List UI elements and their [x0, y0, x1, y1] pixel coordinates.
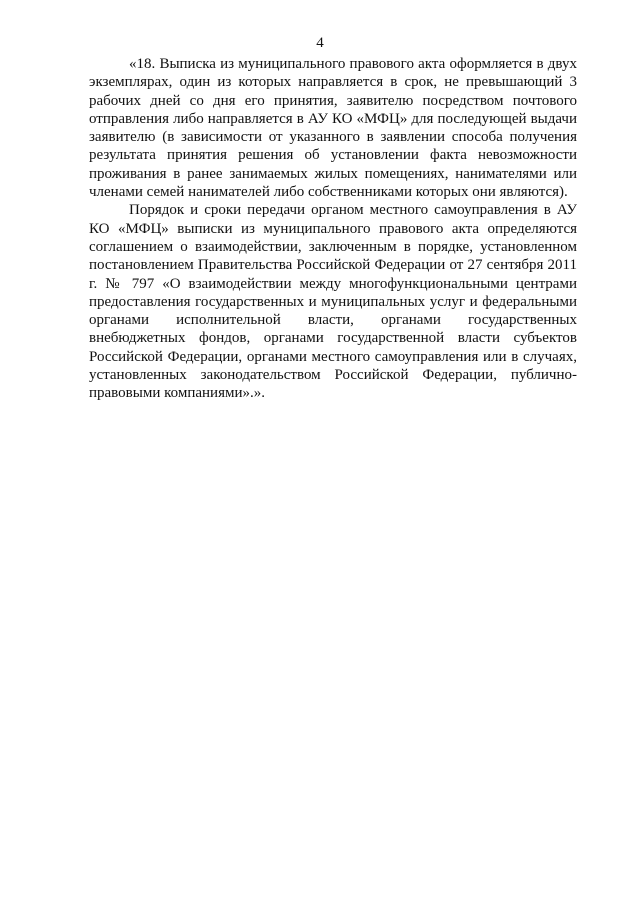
- document-body: [89, 55, 577, 403]
- page-number: 4: [316, 35, 324, 51]
- paragraph-item-18: «18. Выписка из муниципального правового акта оформляется в двух экземплярах, один из которых направляется в срок, не превышающий 3 рабочих дней со дня его принятия, заявителю посредством почтового отправления либо направляется в АУ КО «МФЦ» для последующей выдачи заявителю (в зависимости от указанного в заявлении способа получения результата принятия решения об установлении факта невозможности проживания в ранее занимаемых жилых помещениях, нанимателями или членами семей нанимателей либо собственниками которых они являются).: [89, 56, 577, 201]
- paragraph-transfer-procedure: Порядок и сроки передачи органом местного самоуправления в АУ КО «МФЦ» выписки из муниципального правового акта определяются соглашением о взаимодействии, заключенным в порядке, установленном постановлением Правительства Российской Федерации от 27 сентября 2011 г. № 797 «О взаимодействии между многофункциональными центрами предоставления государственных и муниципальных услуг и федеральными органами исполнительной власти, органами государственных внебюджетных фондов, органами государственной власти субъектов Российской Федерации, органами местного самоуправления или в случаях, установленных законодательством Российской Федерации, публично-правовыми компаниями».».: [89, 202, 577, 402]
